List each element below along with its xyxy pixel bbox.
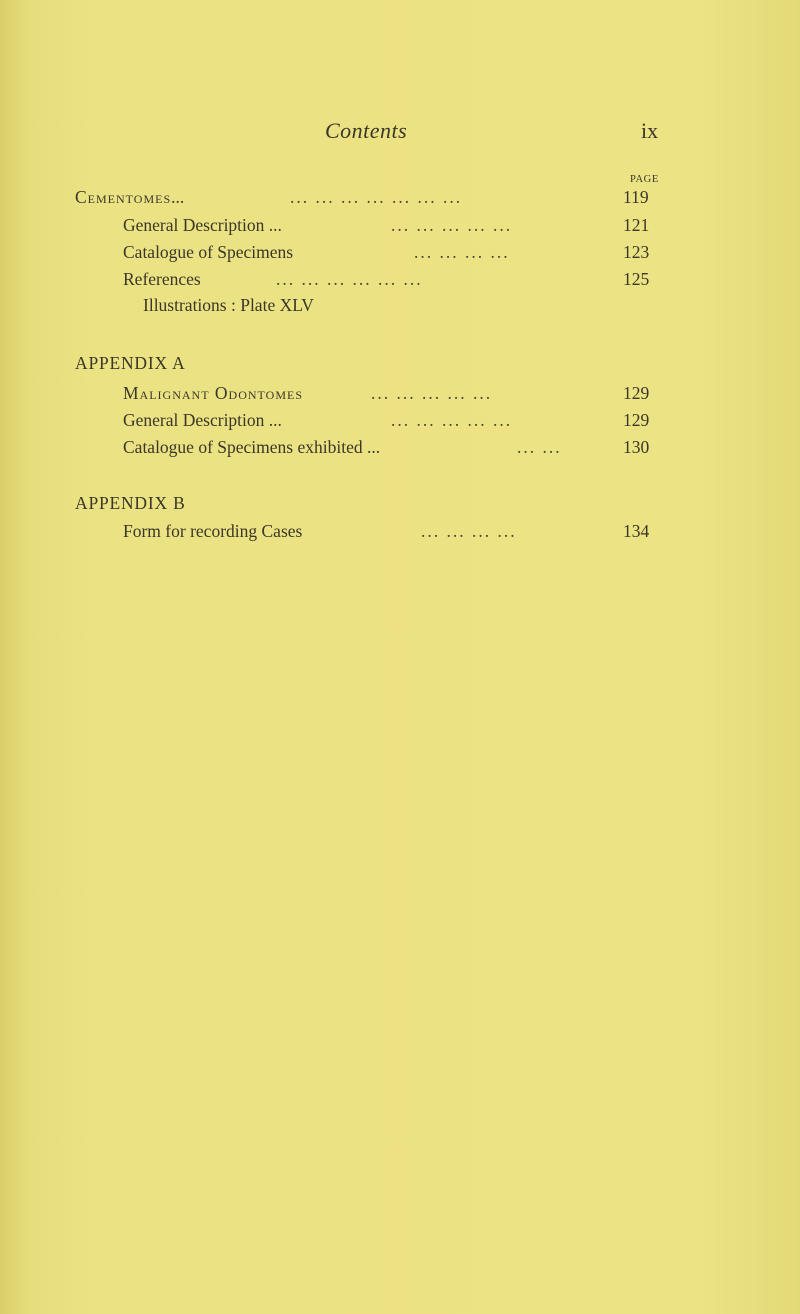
toc-entry-cementomes bbox=[75, 185, 675, 209]
toc-page-number: 129 bbox=[623, 410, 650, 430]
toc-page-number: 134 bbox=[623, 521, 650, 541]
toc-page-number: 125 bbox=[623, 269, 650, 289]
toc-page-number: 119 bbox=[623, 187, 649, 207]
toc-entry-label bbox=[75, 185, 184, 209]
toc-entry bbox=[123, 240, 675, 264]
toc-page-number: 123 bbox=[623, 242, 650, 262]
toc-page-number: 121 bbox=[623, 215, 650, 235]
dot-leader: ... ... bbox=[517, 437, 562, 457]
toc-page-number: 129 bbox=[623, 383, 650, 403]
appendix-a-heading: APPENDIX A bbox=[75, 353, 186, 373]
running-title: Contents bbox=[325, 118, 408, 143]
toc-entry bbox=[123, 435, 675, 459]
dot-leader: ... ... ... ... ... bbox=[391, 410, 513, 430]
appendix-b-heading: APPENDIX B bbox=[75, 493, 186, 513]
toc-page-number: 130 bbox=[623, 437, 650, 457]
page-folio: ix bbox=[641, 118, 659, 143]
toc-entry bbox=[123, 267, 675, 291]
dot-leader: ... ... ... ... bbox=[421, 521, 517, 541]
illustrations-note: Illustrations : Plate XLV bbox=[143, 295, 314, 315]
toc-entry-label: Catalogue of Specimens exhibited ... bbox=[123, 437, 381, 457]
toc-entry-label: Malignant Odontomes bbox=[123, 383, 304, 403]
toc-entry-label: General Description ... bbox=[123, 215, 282, 235]
toc-entry bbox=[123, 213, 675, 237]
toc-entry-label: References bbox=[123, 269, 201, 289]
running-head bbox=[0, 118, 800, 148]
dot-leader: ... ... ... ... ... ... ... bbox=[290, 187, 463, 207]
section-title: Cementomes bbox=[75, 187, 172, 207]
dot-leader: ... ... ... ... bbox=[414, 242, 510, 262]
title-suffix: ... bbox=[171, 187, 185, 207]
page-column-label: PAGE bbox=[630, 174, 659, 185]
toc-entry-malignant-odontomes bbox=[123, 381, 675, 405]
toc-entry-label: Form for recording Cases bbox=[123, 521, 303, 541]
dot-leader: ... ... ... ... ... bbox=[371, 383, 493, 403]
toc-entry bbox=[123, 519, 675, 543]
dot-leader: ... ... ... ... ... ... bbox=[276, 269, 423, 289]
toc-entry bbox=[123, 408, 675, 432]
toc-entry-label: General Description ... bbox=[123, 410, 282, 430]
toc-entry-label: Catalogue of Specimens bbox=[123, 242, 294, 262]
dot-leader: ... ... ... ... ... bbox=[391, 215, 513, 235]
